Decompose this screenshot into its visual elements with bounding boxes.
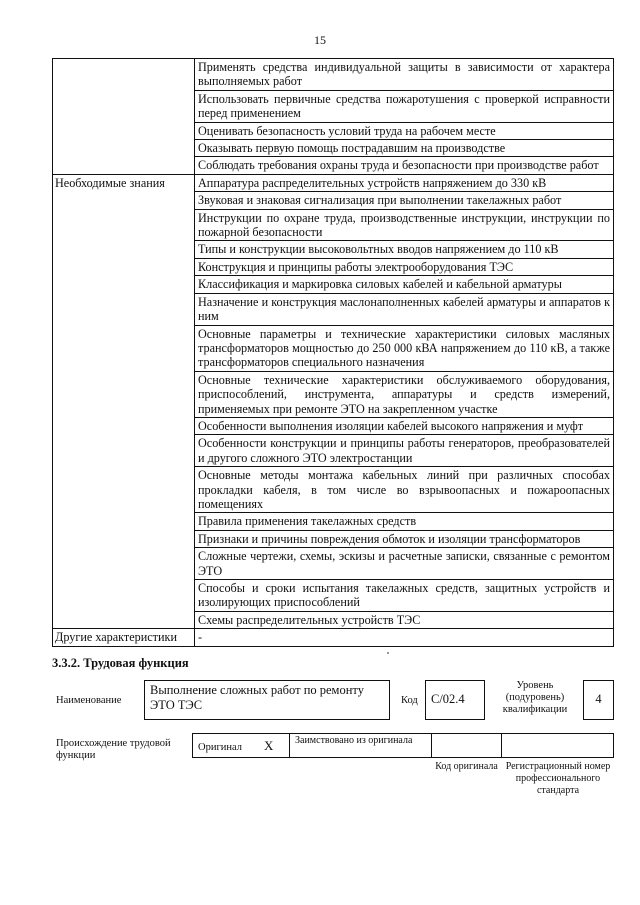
level-label: Уровень (подуровень) квалификации [502, 680, 568, 715]
stray-mark [387, 652, 389, 654]
function-name-value: Выполнение сложных работ по ремонту ЭТО ТЭС [150, 683, 364, 712]
row-text: Сложные чертежи, схемы, эскизы и расчетные записки, связанные с ремонтом ЭТО [195, 548, 614, 580]
function-name-box [144, 680, 390, 720]
page-number: 15 [314, 33, 326, 47]
original-mark: X [264, 738, 274, 753]
row-group-label: Необходимые знания [53, 174, 195, 628]
row-text: Оценивать безопасность условий труда на рабочем месте [195, 122, 614, 139]
row-text: Способы и сроки испытания такелажных средств, защитных устройств и изолирующих приспособлений [195, 580, 614, 612]
row-group-label: Другие характеристики [53, 629, 195, 646]
origin-code-cell [431, 733, 502, 758]
level-value: 4 [595, 692, 602, 706]
row-text: Инструкции по охране труда, производственные инструкции, инструкции по пожарной безопасности [195, 209, 614, 241]
code-label: Код [401, 695, 418, 706]
row-text: Схемы распределительных устройств ТЭС [195, 611, 614, 628]
borrowed-label: Заимствовано из оригинала [295, 735, 413, 746]
row-text: Особенности конструкции и принципы работы генераторов, преобразователей и другого сложного ЭТО электростанции [195, 435, 614, 467]
row-text: Назначение и конструкция маслонаполненных кабелей арматуры и аппаратов к ним [195, 293, 614, 325]
row-text: Признаки и причины повреждения обмоток и изоляции трансформаторов [195, 530, 614, 547]
row-text: - [195, 629, 614, 646]
row-text: Основные технические характеристики обслуживаемого оборудования, приспособлений, инструмента, аппаратуры и средств измерений, применяемых при ремонте ЭТО на закрепленном участке [195, 371, 614, 417]
row-text: Типы и конструкции высоковольтных вводов напряжением до 110 кВ [195, 241, 614, 258]
origin-label: Происхождение трудовой функции [56, 738, 171, 761]
original-label: Оригинал [198, 742, 242, 753]
level-box [583, 680, 614, 720]
row-group-label [53, 59, 195, 175]
row-text: Конструкция и принципы работы электрооборудования ТЭС [195, 258, 614, 275]
row-text: Правила применения такелажных средств [195, 513, 614, 530]
reg-number-label: Регистрационный номер профессионального стандарта [505, 761, 611, 796]
name-label: Наименование [56, 695, 122, 706]
skills-knowledge-table [52, 58, 614, 647]
table-row [53, 174, 614, 191]
code-value: С/02.4 [431, 692, 465, 706]
row-text: Звуковая и знаковая сигнализация при выполнении такелажных работ [195, 192, 614, 209]
row-text: Особенности выполнения изоляции кабелей высокого напряжения и муфт [195, 417, 614, 434]
row-text: Использовать первичные средства пожаротушения с проверкой исправности перед применением [195, 90, 614, 122]
table-body [53, 59, 614, 647]
table-row [53, 59, 614, 91]
row-text: Основные параметры и технические характеристики силовых масляных трансформаторов мощностью до 250 000 кВА напряжением до 110 кВ, а также трансформаторов специального назначения [195, 325, 614, 371]
row-text: Применять средства индивидуальной защиты в зависимости от характера выполняемых работ [195, 59, 614, 91]
table-row [53, 629, 614, 646]
row-text: Аппаратура распределительных устройств напряжением до 330 кВ [195, 174, 614, 191]
section-title: 3.3.2. Трудовая функция [52, 656, 189, 670]
row-text: Классификация и маркировка силовых кабелей и кабельной арматуры [195, 276, 614, 293]
row-text: Основные методы монтажа кабельных линий при различных способах прокладки кабеля, в том числе во взрывоопасных и пожароопасных помещениях [195, 467, 614, 513]
origin-code-label: Код оригинала [435, 761, 498, 772]
row-text: Оказывать первую помощь пострадавшим на производстве [195, 140, 614, 157]
row-text: Соблюдать требования охраны труда и безопасности при производстве работ [195, 157, 614, 174]
code-box [425, 680, 485, 720]
